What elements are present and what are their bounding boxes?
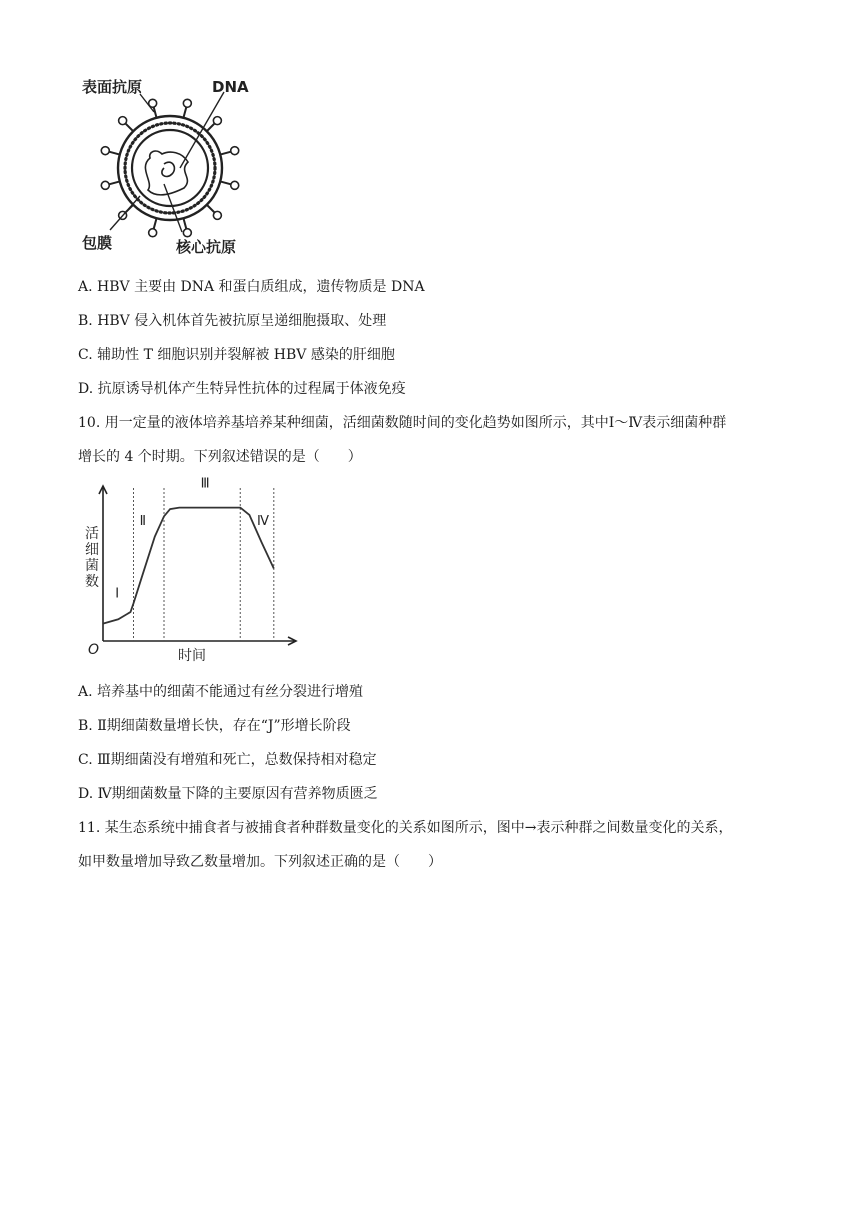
q9-option-a: A. HBV 主要由 DNA 和蛋白质组成，遗传物质是 DNA (78, 279, 425, 295)
growth-curve (103, 508, 274, 624)
core-antigen-pointer (164, 184, 182, 232)
chart-origin-label: O (88, 642, 100, 658)
spike-head (183, 229, 191, 237)
spike-head (213, 211, 221, 219)
label-dna: DNA (212, 78, 249, 96)
q11-stem-line2: 如甲数量增加导致乙数量增加。下列叙述正确的是（ ） (78, 854, 442, 870)
y-label-char: 细 (85, 542, 99, 558)
q10-option-c: C. Ⅲ期细菌没有增殖和死亡，总数保持相对稳定 (78, 752, 377, 768)
envelope-pointer (110, 196, 140, 230)
phase-label: Ⅱ (139, 514, 147, 529)
q10-stem-line1: 10. 用一定量的液体培养基培养某种细菌，活细菌数随时间的变化趋势如图所示，其中Ⅰ～Ⅳ表示细菌种群 (78, 415, 727, 431)
label-core-antigen: 核心抗原 (176, 238, 237, 256)
core-ring (132, 130, 208, 206)
q10-stem-line2: 增长的 4 个时期。下列叙述错误的是（ ） (78, 449, 362, 465)
chart-y-label (85, 526, 99, 590)
phase-label: Ⅲ (200, 476, 210, 492)
envelope-outer-ring (118, 116, 222, 220)
dna-strand (145, 151, 188, 195)
label-surface-antigen: 表面抗原 (82, 78, 143, 96)
label-envelope: 包膜 (82, 234, 113, 252)
phase-label: Ⅰ (115, 586, 120, 602)
spike-head (231, 181, 239, 189)
spike-stem (108, 181, 120, 184)
y-label-char: 菌 (85, 558, 99, 574)
hbv-structure-figure (78, 72, 268, 258)
q9-option-d: D. 抗原诱导机体产生特异性抗体的过程属于体液免疫 (78, 381, 406, 397)
bacteria-growth-chart (78, 476, 306, 664)
spike-head (231, 147, 239, 155)
chart-axes (99, 486, 296, 645)
chart-phase-labels (115, 476, 269, 601)
q9-option-c: C. 辅助性 T 细胞识别并裂解被 HBV 感染的肝细胞 (78, 347, 395, 363)
spike-stem (183, 106, 186, 118)
y-label-char: 活 (85, 526, 99, 542)
y-label-char: 数 (85, 574, 99, 590)
spike-stem (207, 123, 215, 131)
q10-option-d: D. Ⅳ期细菌数量下降的主要原因有营养物质匮乏 (78, 786, 378, 802)
spike-head (213, 117, 221, 125)
q9-option-b: B. HBV 侵入机体首先被抗原呈递细胞摄取、处理 (78, 313, 387, 329)
spike-head (149, 229, 157, 237)
spike-head (119, 117, 127, 125)
q11-stem-line1: 11. 某生态系统中捕食者与被捕食者种群数量变化的关系如图所示，图中→表示种群之间数量变化的关系， (78, 820, 733, 836)
spike-head (101, 181, 109, 189)
spike-stem (207, 205, 215, 213)
phase-label: Ⅳ (257, 514, 270, 529)
spike-stem (108, 151, 120, 154)
q10-option-a: A. 培养基中的细菌不能通过有丝分裂进行增殖 (78, 684, 364, 700)
spike-head (183, 99, 191, 107)
chart-x-label: 时间 (178, 648, 206, 664)
q10-option-b: B. Ⅱ期细菌数量增长快，存在“J”形增长阶段 (78, 718, 351, 734)
chart-phase-lines (134, 488, 274, 641)
spike-head (101, 147, 109, 155)
